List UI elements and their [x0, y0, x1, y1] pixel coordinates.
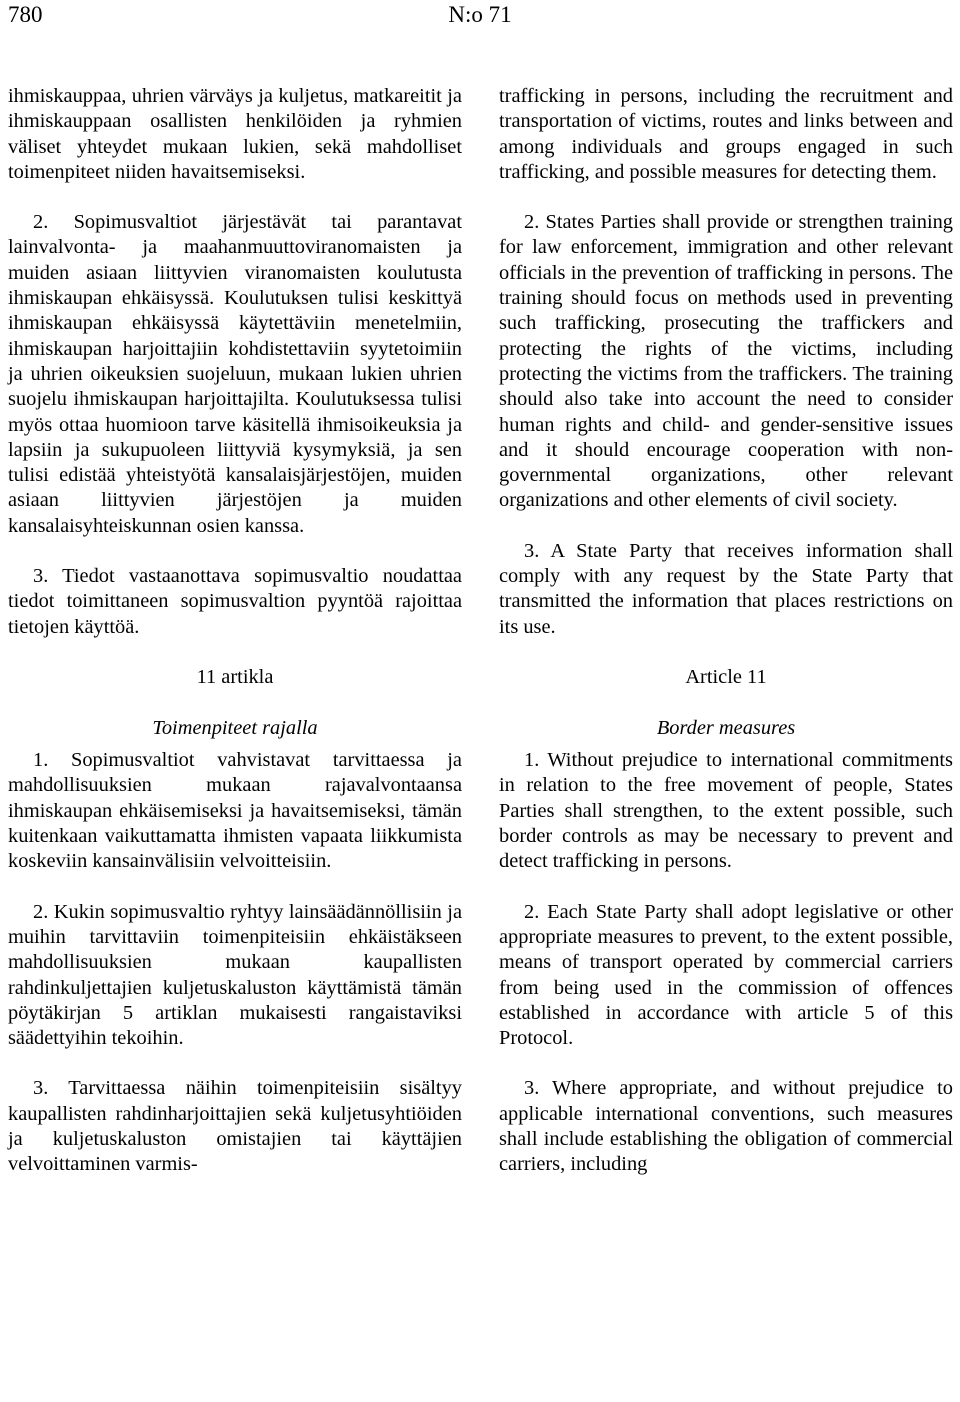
en-paragraph-3: 3. A State Party that receives information shall comply with any request by the State Party that transmitted the information that places restrictions on its use. [499, 539, 953, 638]
gazette-number: N:o 71 [448, 2, 512, 27]
fi-paragraph-2: 2. Sopimusvaltiot järjestävät tai parantavat lainvalvonta- ja maahanmuuttoviranomaisten ja muiden asiaan liittyvien viranomaisten koulutusta ihmiskaupan ehkäisyssä. Koulutuksen tulisi keskittyä ihmiskaupan ehkäisyssä käytettäviin menetelmiin, ihmiskaupan harjoittajiin kohdistettaviin syytetoimiin ja uhrien oikeuksien suojeluun, mukaan lukien uhrien suojelu ihmiskaupan harjoittajilta. Koulutuksessa tulisi myös ottaa huomioon tarve käsitellä ihmisoikeuksia ja lapsiin ja sukupuoleen liittyviä kysymyksiä, ja sen tulisi edistää yhteistyötä kansalaisjärjestöjen, muiden asiaan liittyvien järjestöjen ja muiden kansalaisyhteiskunnan osien kanssa. [8, 211, 462, 537]
fi-article-title: 11 artikla [196, 665, 274, 688]
en-intro-paragraph: trafficking in persons, including the recruitment and transportation of victims, routes and links between and among individuals and groups engaged in such trafficking, and possible measures for detecting them. [499, 85, 953, 183]
fi-intro-paragraph: ihmiskauppaa, uhrien värväys ja kuljetus, matkareitit ja ihmiskauppaan osallisten henkilöiden ja ryhmien väliset yhteydet mukaan lukien, sekä mahdolliset toimenpiteet niiden havaitsemiseksi. [8, 85, 462, 183]
english-column [499, 84, 953, 1203]
fi-article-paragraph-1: 1. Sopimusvaltiot vahvistavat tarvittaessa ja mahdollisuuksien mukaan rajavalvontaansa ihmiskaupan ehkäisemiseksi ja havaitsemiseksi, tämän kuitenkaan vaikuttamatta ihmisten vapaata liikkumista koskeviin kansainvälisiin velvoitteisiin. [8, 749, 462, 873]
fi-article-paragraph-2: 2. Kukin sopimusvaltio ryhtyy lainsäädännöllisiin ja muihin tarvittaviin toimenpiteisiin ehkäistäkseen mahdollisuuksien mukaan kaupallisten rahdinkuljettajien kuljetuskaluston käyttämistä tämän pöytäkirjan 5 artiklan mukaisesti rangaistaviksi säädettyihin tekoihin. [8, 900, 462, 1050]
page-number: 780 [8, 2, 43, 27]
fi-paragraph-3: 3. Tiedot vastaanottava sopimusvaltio noudattaa tiedot toimittaneen sopimusvaltion pyyntöä rajoittaa tietojen käyttöä. [8, 565, 462, 638]
fi-article-paragraph-3: 3. Tarvittaessa näihin toimenpiteisiin sisältyy kaupallisten rahdinharjoittajien sekä kuljetusyhtiöiden ja kuljetuskaluston omistajien tai käyttäjien velvoittaminen varmis- [8, 1077, 462, 1176]
en-article-paragraph-3: 3. Where appropriate, and without prejudice to applicable international conventions, such measures shall include establishing the obligation of commercial carriers, including [499, 1077, 953, 1176]
fi-article-subtitle: Toimenpiteet rajalla [152, 716, 318, 739]
en-paragraph-2: 2. States Parties shall provide or strengthen training for law enforcement, immigration and other relevant officials in the prevention of trafficking in persons. The training should focus on methods used in preventing such trafficking, prosecuting the traffickers and protecting the rights of the victims, including protecting the victims from the traffickers. The training should also take into account the need to consider human rights and child- and gender-sensitive issues and it should encourage cooperation with non-governmental organizations, other relevant organizations and other elements of civil society. [499, 211, 953, 512]
en-article-subtitle: Border measures [656, 716, 796, 739]
finnish-column [8, 84, 462, 1203]
en-article-paragraph-2: 2. Each State Party shall adopt legislative or other appropriate measures to prevent, to the extent possible, means of transport operated by commercial carriers from being used in the commission of offences established in accordance with article 5 of this Protocol. [499, 900, 953, 1050]
en-article-title: Article 11 [685, 665, 767, 688]
en-article-paragraph-1: 1. Without prejudice to international commitments in relation to the free movement of people, States Parties shall strengthen, to the extent possible, such border controls as may be necessary to prevent and detect trafficking in persons. [499, 749, 953, 873]
